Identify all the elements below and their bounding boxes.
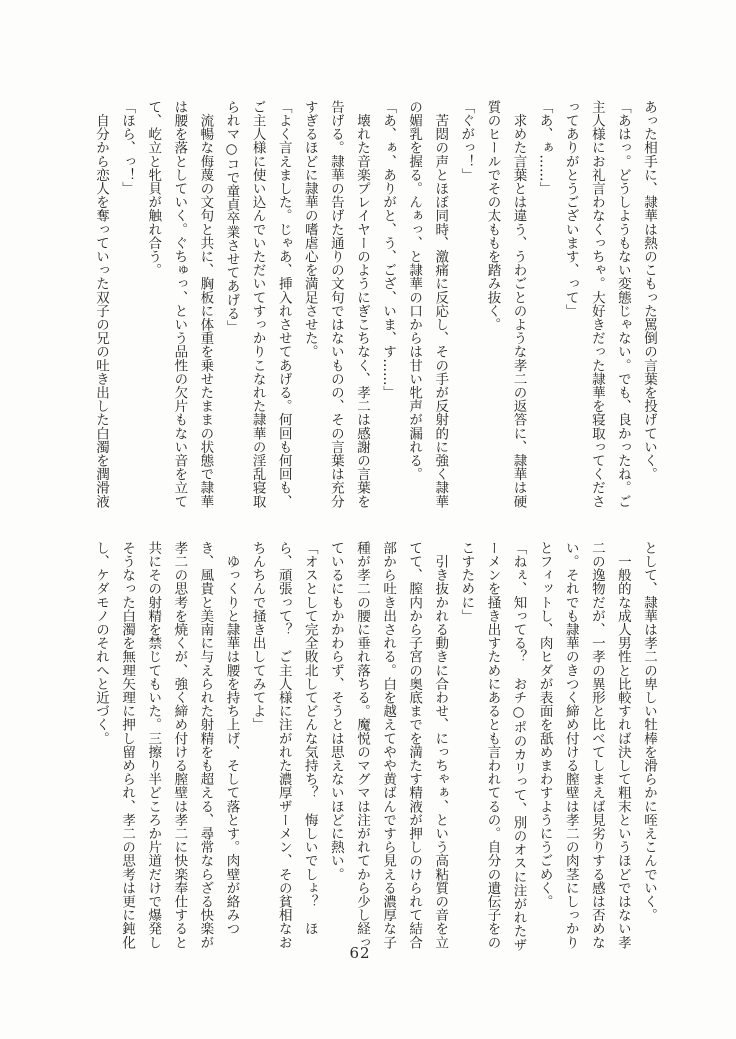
text-line: 二の逸物だが、一孝の異形と比べてしまえば見劣りする感は否めな [588,541,605,949]
text-line: 求めた言葉とは違う、うわごとのような孝二の返答に、隷華は硬 [510,100,527,508]
text-line: し、ケダモノのそれへと近づく。 [93,541,110,745]
text-line: てて、膣内から子宮の奥底までを満たす精液が押しのけられて結合 [406,541,423,949]
text-line: は腰を落としていく。ぐちゅっ、という品性の欠片もない音を立て [171,100,188,508]
text-line: ってありがとうございます、って」 [562,100,579,318]
text-line: として、隷華は孝二の卑しい牡棒を滑らかに咥えこんでいく。 [641,541,657,922]
text-line: 「ねぇ、知ってる？ おチ○ポのカリって、別のオスに注がれたザ [510,541,527,952]
text-line: ちんちんで掻き出してみてよ」 [249,541,266,732]
text-line: き、風貴と美南に与えられた射精をも超える、尋常ならざる快楽が [197,541,214,949]
text-block-top [86,100,662,516]
text-line: の媚乳を握る。んぁっ、と隷華の口からは甘い牝声が漏れる。 [406,100,423,481]
text-line: 壊れた音楽プレイヤーのようにぎこちなく、孝二は感謝の言葉を [353,100,370,508]
text-line: 「よく言えました。じゃあ、挿入れさせてあげる。何回も何回も、 [275,100,292,508]
text-line: ているにもかかわらず、そうとは思えないほどに熱い。 [327,541,344,881]
text-line: 自分から恋人を奪っていった双子の兄の吐き出した白濁を潤滑液 [93,100,110,508]
text-line: て、屹立と牝貝が触れ合う。 [145,100,162,277]
text-line: 部から吐き出される。白を越えてやや黄ばんですら見える濃厚な子 [380,541,397,949]
page-number: 62 [349,944,371,962]
text-line: 「ぐがっ！」 [458,100,475,182]
text-line: ーメンを掻き出すためにあるとも言われてるの。自分の遺伝子をの [484,541,501,949]
text-line: 「あ、ぁ、ありがと、う、ござ、いま、す……」 [380,100,397,400]
text-line: 「あ、ぁ……」 [536,100,553,196]
text-line: ゆっくりと隷華は腰を持ち上げ、そして落とす。肉壁が絡みつ [223,541,240,936]
text-line: 引き抜かれる動きに合わせ、にっちゃぁ、という高粘質の音を立 [432,541,449,949]
text-block-bottom [86,541,662,957]
text-line: 「オスとして完全敗北してどんな気持ち？ 悔しいでしょ？ ほ [301,541,318,936]
text-line: こすために」 [458,541,475,623]
text-line: 質のヒールでその太ももを踏み抜く。 [484,100,501,332]
text-line: 「あはっ。どうしようもない変態じゃない。でも、良かったね。ご [614,100,631,508]
text-line: 「ほら、っ！」 [119,100,136,196]
text-line: 流暢な侮蔑の文句と共に、胸板に体重を乗せたままの状態で隷華 [197,100,214,508]
text-line: 孝二の思考を焼くが、強く締め付ける膣壁は孝二に快楽奉仕すると [171,541,188,949]
text-line: 苦悶の声とほぼ同時、激痛に反応し、その手が反射的に強く隷華 [432,100,449,508]
text-line: あった相手に、隷華は熱のこもった罵倒の言葉を投げていく。 [641,100,657,481]
text-line: ご主人様に使い込んでいただいてすっかりこなれた隷華の淫乱寝取 [249,100,266,508]
text-line: い。それでも隷華のきつく締め付ける膣壁は孝二の肉茎にしっかり [562,541,579,949]
text-line: 告げる。隷華の告げた通りの文句ではないものの、その言葉は充分 [327,100,344,508]
text-line: 主人様にお礼言わなくっちゃ。大好きだった隷華を寝取ってくださ [588,100,605,508]
text-line: 種が孝二の腰に垂れ落ちる。魔悦のマグマは注がれてから少し経っ [353,541,370,949]
text-line: そうなった白濁を無理矢理に押し留められ、孝二の思考は更に鈍化 [119,541,136,949]
text-line: 共にその射精を禁じてもいた。三擦り半どころか片道だけで爆発し [145,541,162,949]
text-line: ら、頑張って？ ご主人様に注がれた濃厚ザーメン、その貧相なお [275,541,292,949]
text-line: 一般的な成人男性と比較すれば決して粗末というほどではない孝 [614,541,631,949]
text-line: すぎるほどに隷華の嗜虐心を満足させた。 [301,100,318,359]
text-line: とフィットし、肉ヒダが表面を舐めまわすようにうごめく。 [536,541,553,909]
text-line: られマ○コで童貞卒業させてあげる」 [223,100,240,334]
